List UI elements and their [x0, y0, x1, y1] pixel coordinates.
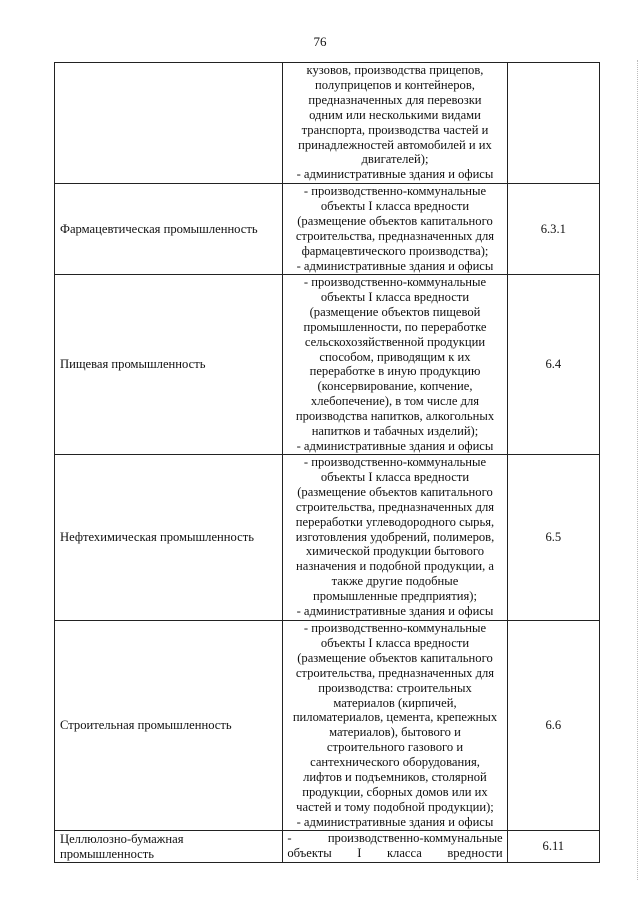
permitted-use-line: химической продукции бытового: [305, 544, 485, 559]
code-cell: 6.4: [507, 275, 599, 455]
permitted-use-line: - административные здания и офисы: [296, 604, 494, 619]
permitted-use-line: материалов (кирпичей,: [333, 695, 457, 710]
permitted-use-word: производственно-коммунальные: [327, 831, 503, 845]
industry-name-cell: [55, 63, 283, 184]
page-edge-divider: [636, 60, 638, 880]
permitted-use-line: также другие подобные: [331, 574, 459, 589]
permitted-use-line: строительного газового и: [326, 740, 464, 755]
permitted-use-line: сельскохозяйственной продукции: [304, 334, 486, 349]
permitted-use-line: - производственно-коммунальные: [303, 275, 487, 289]
permitted-use-line: хлебопечение), в том числе для: [310, 394, 480, 409]
permitted-use-line: - производственно-коммунальные: [303, 184, 487, 198]
permitted-use-line: переработке в иную продукцию: [309, 364, 481, 379]
permitted-use-cell: [283, 275, 507, 455]
permitted-use-line: частей и тому подобной продукции);: [296, 799, 494, 814]
permitted-use-line: объекты I класса вредности: [320, 198, 470, 213]
permitted-use-line: двигателей);: [361, 152, 429, 167]
permitted-use-line: объекты I класса вредности: [320, 289, 470, 304]
permitted-use-line: одним или несколькими видами: [309, 107, 481, 122]
permitted-use-line: полуприцепов и контейнеров,: [315, 77, 475, 92]
permitted-use-line: - административные здания и офисы: [296, 438, 494, 453]
permitted-use-cell: [283, 184, 507, 275]
permitted-use-cell: [283, 63, 507, 184]
permitted-use-line: - производственно-коммунальные: [303, 455, 487, 469]
permitted-use-line: строительства, предназначенных для: [295, 228, 495, 243]
industry-name-cell: Нефтехимическая промышленность: [55, 455, 283, 621]
permitted-use-line: - административные здания и офисы: [296, 258, 494, 273]
industry-name-cell: Строительная промышленность: [55, 621, 283, 831]
industry-name-line: Целлюлозно-бумажная: [60, 831, 184, 846]
table-row: [55, 275, 600, 455]
permitted-use-line: [287, 831, 502, 846]
permitted-use-line: назначения и подобной продукции, а: [295, 559, 494, 574]
permitted-use-line: кузовов, производства прицепов,: [306, 63, 484, 77]
industry-name-cell: Пищевая промышленность: [55, 275, 283, 455]
permitted-use-line: [287, 846, 502, 861]
permitted-use-line: (размещение объектов капитального: [297, 213, 493, 228]
permitted-use-line: производства: строительных: [318, 680, 472, 695]
permitted-use-cell: [283, 621, 507, 831]
permitted-use-line: строительства, предназначенных для: [295, 499, 495, 514]
table-row: [55, 621, 600, 831]
table-row: [55, 184, 600, 275]
table-row: [55, 831, 600, 863]
code-cell: [507, 63, 599, 184]
permitted-use-cell: [283, 831, 507, 863]
permitted-use-line: объекты I класса вредности: [320, 635, 470, 650]
permitted-use-line: (размещение объектов капитального: [297, 650, 493, 665]
permitted-use-line: предназначенных для перевозки: [308, 92, 482, 107]
permitted-use-line: строительства, предназначенных для: [295, 665, 495, 680]
table-row: [55, 63, 600, 184]
page-number: 76: [313, 34, 327, 49]
permitted-use-line: (размещение объектов пищевой: [309, 304, 481, 319]
permitted-use-line: продукции, сборных домов или их: [302, 784, 488, 799]
permitted-use-line: промышленности, по переработке: [303, 319, 487, 334]
permitted-use-line: производства напитков, алкогольных: [295, 409, 495, 424]
zoning-table: [54, 62, 600, 863]
table-row: [55, 455, 600, 621]
permitted-use-line: пиломатериалов, цемента, крепежных: [292, 710, 498, 725]
industry-name-cell: Фармацевтическая промышленность: [55, 184, 283, 275]
permitted-use-line: фармацевтического производства);: [301, 243, 489, 258]
industry-name-cell: [55, 831, 283, 863]
permitted-use-word: I: [357, 845, 362, 860]
code-cell: 6.3.1: [507, 184, 599, 275]
permitted-use-line: - административные здания и офисы: [296, 814, 494, 829]
permitted-use-line: объекты I класса вредности: [320, 469, 470, 484]
permitted-use-line: лифтов и подъемников, столярной: [303, 770, 487, 785]
permitted-use-line: (размещение объектов капитального: [297, 484, 493, 499]
permitted-use-line: транспорта, производства частей и: [301, 122, 489, 137]
industry-name-line: промышленность: [60, 846, 155, 861]
permitted-use-word: класса: [386, 845, 422, 860]
code-cell: 6.6: [507, 621, 599, 831]
permitted-use-line: промышленные предприятия);: [313, 589, 477, 604]
permitted-use-word: объекты: [287, 845, 332, 860]
permitted-use-line: сантехнического оборудования,: [310, 755, 480, 770]
permitted-use-line: принадлежностей автомобилей и их: [298, 137, 492, 152]
permitted-use-word: вредности: [447, 845, 503, 860]
code-cell: 6.5: [507, 455, 599, 621]
permitted-use-line: - административные здания и офисы: [296, 167, 494, 182]
permitted-use-line: (консервирование, копчение,: [317, 379, 473, 394]
permitted-use-cell: [283, 455, 507, 621]
permitted-use-line: способом, приводящим к их: [319, 349, 471, 364]
permitted-use-line: - производственно-коммунальные: [303, 621, 487, 635]
permitted-use-line: напитков и табачных изделий);: [311, 424, 479, 439]
permitted-use-word: -: [287, 831, 292, 845]
permitted-use-line: изготовления удобрений, полимеров,: [295, 529, 495, 544]
permitted-use-line: переработки углеводородного сырья,: [295, 514, 495, 529]
permitted-use-line: материалов), бытового и: [329, 725, 461, 740]
code-cell: 6.11: [507, 831, 599, 863]
